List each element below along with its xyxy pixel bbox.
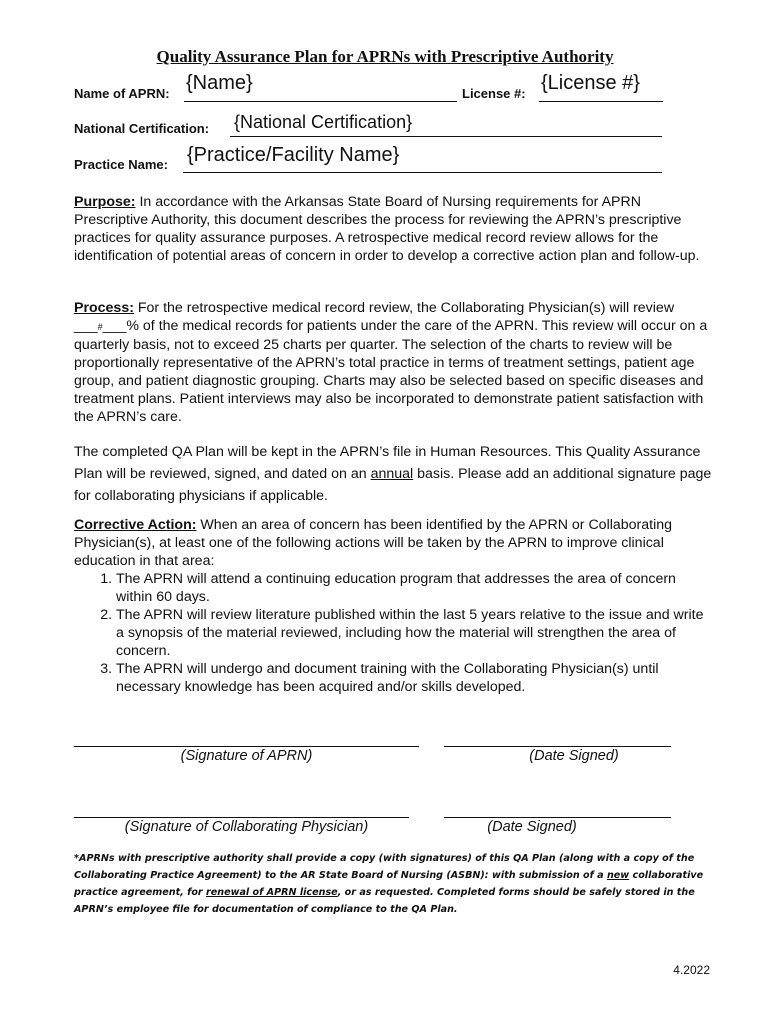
process-text-before: For the retrospective medical record review, the Collaborating Physician(s) will review <box>133 300 675 316</box>
physician-date-line[interactable] <box>444 817 671 818</box>
license-label: License #: <box>462 86 526 101</box>
certification-line <box>230 136 662 137</box>
list-item: 1. The APRN will attend a continuing education program that addresses the area of concern within 60 days. <box>116 570 714 606</box>
certification-field[interactable]: {National Certification} <box>234 112 413 132</box>
percent-blank-hint[interactable]: # <box>97 322 103 332</box>
process-paragraph <box>74 299 714 426</box>
qa-text-before: The completed QA Plan will be kept in the APRN’s file in Human Resources. This Quality Assurance Plan will be reviewed, signed, and dated on an <box>74 444 701 482</box>
list-item: 3. The APRN will undergo and document training with the Collaborating Physician(s) until necessary knowledge has been acquired and/or skills developed. <box>116 660 714 696</box>
practice-field[interactable]: {Practice/Facility Name} <box>187 144 400 166</box>
process-heading: Process: <box>74 300 134 316</box>
qa-text-after: basis. Please add an additional signature page for collaborating physicians if applicable. <box>74 466 712 504</box>
process-text-after: % of the medical records for patients under the care of the APRN. This review will occur on a quarterly basis, not to exceed 25 charts per quarter. The selection of the charts to review will be proportionally representative of the APRN’s total practice in terms of treatment settings, patient age group, and patient diagnostic grouping. Charts may also be selected based on specific diseases and treatment plans. Patient interviews may also be incorporated to demonstrate patient satisfaction with the APRN’s care. <box>74 318 708 425</box>
list-item: 2. The APRN will review literature published within the last 5 years relative to the issue and write a synopsis of the material reviewed, including how the material will strengthen the area of concern. <box>116 606 714 660</box>
footnote-new-word: new <box>606 870 630 881</box>
name-field[interactable]: {Name} <box>186 72 253 94</box>
aprn-date-label: (Date Signed) <box>529 748 619 764</box>
percent-blank-left: ___ <box>74 318 98 334</box>
qa-annual-word: annual <box>370 466 414 482</box>
purpose-paragraph <box>74 193 714 265</box>
practice-line <box>183 172 662 173</box>
document-title: Quality Assurance Plan for APRNs with Prescriptive Authority <box>156 47 614 66</box>
aprn-signature-line[interactable] <box>74 746 419 747</box>
qa-plan-paragraph <box>74 441 714 507</box>
version-number: 4.2022 <box>673 963 710 977</box>
footnote-renewal: renewal of APRN license <box>206 887 338 898</box>
corrective-actions-list <box>74 570 714 696</box>
corrective-paragraph <box>74 516 714 696</box>
license-field[interactable]: {License #} <box>541 72 640 94</box>
footnote-part3: , or as requested. Completed forms should be safely stored in the APRN’s employee file for documentation of compliance to the QA Plan. <box>74 887 695 915</box>
practice-label: Practice Name: <box>74 157 168 172</box>
physician-date-label: (Date Signed) <box>487 819 577 835</box>
purpose-text: In accordance with the Arkansas State Board of Nursing requirements for APRN Prescriptive Authority, this document describes the process for reviewing the APRN’s prescriptive practices for quality assurance purposes. A retrospective medical record review allows for the identification of potential areas of concern in order to develop a corrective action plan and follow-up. <box>74 194 700 264</box>
name-line <box>184 101 457 102</box>
purpose-heading: Purpose: <box>74 194 136 210</box>
certification-label: National Certification: <box>74 121 210 136</box>
footnote-part1: *APRNs with prescriptive authority shall provide a copy (with signatures) of this QA Plan (along with a copy of the Collaborating Practice Agreement) to the AR State Board of Nursing (ASBN): with submission of a <box>74 853 695 881</box>
license-line <box>539 101 663 102</box>
footnote <box>74 850 714 918</box>
physician-signature-line[interactable] <box>74 817 409 818</box>
footnote-part2: collaborative practice agreement, for <box>74 870 704 898</box>
corrective-text: When an area of concern has been identified by the APRN or Collaborating Physician(s), at least one of the following actions will be taken by the APRN to improve clinical education in that area: <box>74 517 673 569</box>
name-label: Name of APRN: <box>74 86 170 101</box>
aprn-date-line[interactable] <box>444 746 671 747</box>
corrective-heading: Corrective Action: <box>74 517 197 533</box>
physician-signature-label: (Signature of Collaborating Physician) <box>124 819 369 835</box>
aprn-signature-label: (Signature of APRN) <box>180 748 313 764</box>
percent-blank-right: ___ <box>102 318 127 334</box>
